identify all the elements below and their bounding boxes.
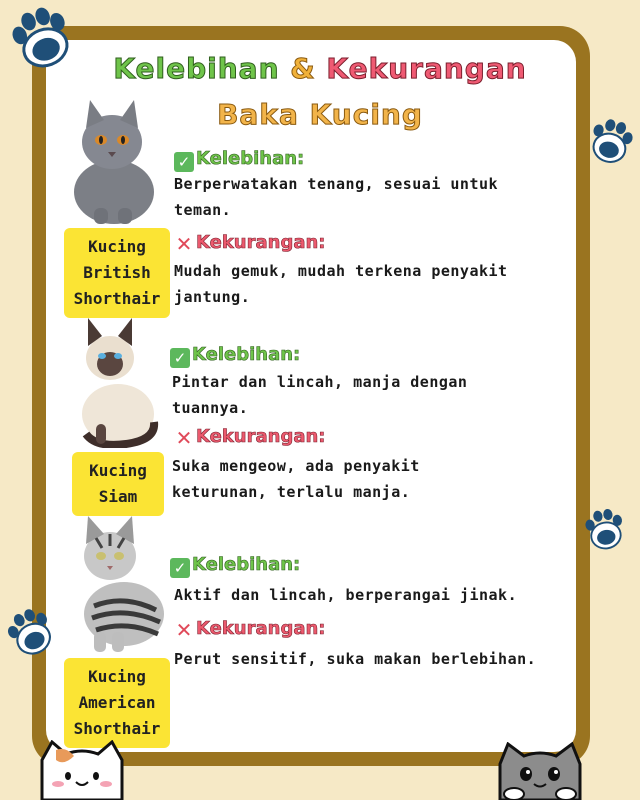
con-heading xyxy=(174,618,326,640)
text-line: tuannya. xyxy=(172,399,249,417)
text-line: Mudah gemuk, mudah terkena penyakit xyxy=(174,262,508,280)
american-shorthair-cat-image xyxy=(66,514,170,654)
text-line: teman. xyxy=(174,201,232,219)
text-line: Aktif dan lincah, berperangai jinak. xyxy=(174,586,518,604)
pro-label: Kelebihan: xyxy=(196,148,305,169)
breed-tag-line: British xyxy=(83,263,151,282)
con-label: Kekurangan: xyxy=(196,618,326,639)
con-text xyxy=(174,646,536,672)
breed-tag-line: American xyxy=(78,693,156,712)
pro-text xyxy=(172,369,467,421)
pro-text xyxy=(174,582,517,608)
breed-tag-line: Kucing xyxy=(88,237,146,256)
con-heading xyxy=(174,426,326,448)
page-title xyxy=(0,52,640,85)
con-label: Kekurangan: xyxy=(196,232,326,253)
check-icon: ✓ xyxy=(170,558,190,578)
title-kekurangan: Kekurangan xyxy=(326,52,527,85)
pro-heading xyxy=(170,344,300,368)
cartoon-cat-white-icon xyxy=(34,740,130,800)
siamese-cat-image xyxy=(66,316,160,448)
breed-tag-line: Kucing xyxy=(88,667,146,686)
breed-tag-american-shorthair xyxy=(64,658,170,748)
con-label: Kekurangan: xyxy=(196,426,326,447)
page-subtitle: Baka Kucing xyxy=(217,98,423,131)
british-shorthair-cat-image xyxy=(64,96,160,226)
pro-label: Kelebihan: xyxy=(192,554,301,575)
text-line: jantung. xyxy=(174,288,251,306)
breed-tag-line: Siam xyxy=(98,487,138,506)
cross-icon: ✕ xyxy=(175,232,193,256)
paw-icon xyxy=(584,116,638,168)
paw-icon xyxy=(580,506,630,554)
breed-tag-british-shorthair xyxy=(64,228,170,318)
text-line: Berperwatakan tenang, sesuai untuk xyxy=(174,175,499,193)
breed-tag-line: Shorthair xyxy=(73,719,161,738)
pro-label: Kelebihan: xyxy=(192,344,301,365)
pro-heading xyxy=(170,554,300,578)
pro-text xyxy=(174,171,498,223)
breed-tag-siam xyxy=(72,452,164,516)
cross-icon: ✕ xyxy=(175,618,193,642)
pro-heading xyxy=(174,148,304,172)
text-line: Suka mengeow, ada penyakit xyxy=(172,457,420,475)
text-line: Pintar dan lincah, manja dengan xyxy=(172,373,468,391)
con-text xyxy=(174,258,508,310)
con-heading xyxy=(174,232,326,254)
cross-icon: ✕ xyxy=(175,426,193,450)
text-line: keturunan, terlalu manja. xyxy=(172,483,411,501)
title-ampersand: & xyxy=(290,52,316,85)
cartoon-cat-gray-icon xyxy=(490,742,590,800)
text-line: Perut sensitif, suka makan berlebihan. xyxy=(174,650,537,668)
breed-tag-line: Shorthair xyxy=(73,289,161,308)
title-kelebihan: Kelebihan xyxy=(113,52,280,85)
paw-icon xyxy=(2,606,60,660)
con-text xyxy=(172,453,420,505)
check-icon: ✓ xyxy=(170,348,190,368)
check-icon: ✓ xyxy=(174,152,194,172)
breed-tag-line: Kucing xyxy=(89,461,147,480)
